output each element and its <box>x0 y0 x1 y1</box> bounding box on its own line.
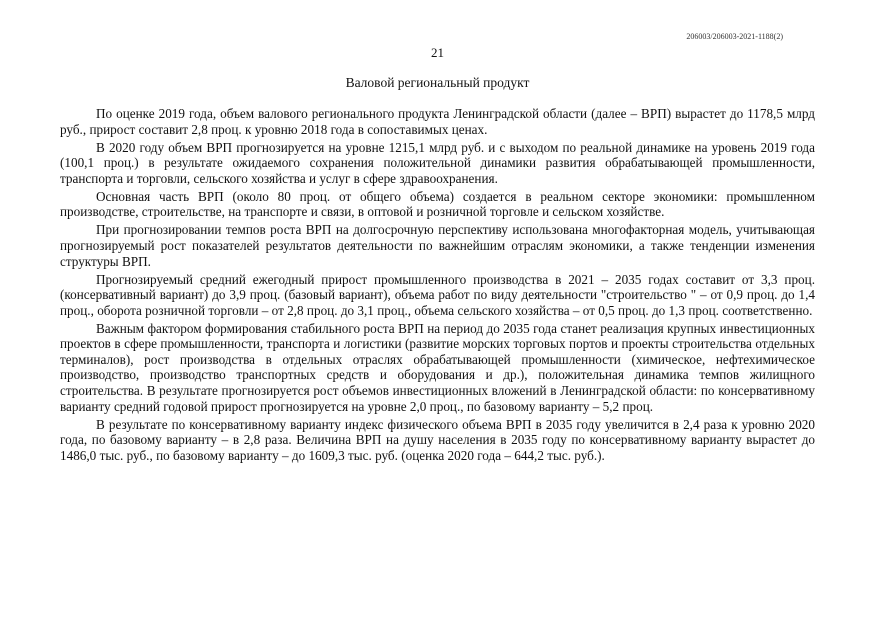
paragraph: Важным фактором формирования стабильного роста ВРП на период до 2035 года станет реализация крупных инвестиционных проектов в сфере промышленности, транспорта и логистики (развитие морских торговых портов и проекты строительства отдельных терминалов), рост производства в отдельных отраслях обрабатывающей промышленности (химическое, нефтехимическое производство, производство транспортных средств и оборудования и др.), положительная динамика темпов жилищного строительства. В результате прогнозируется рост объемов инвестиционных вложений в Ленинградской области: по консервативному варианту средний годовой прирост прогнозируется на уровне 2,0 проц., по базовому варианту – 5,2 проц. <box>60 320 815 414</box>
paragraph: В результате по консервативному варианту индекс физического объема ВРП в 2035 году увеличится в 2,4 раза к уровню 2020 года, по базовому варианту – в 2,8 раза. Величина ВРП на душу населения в 2035 году по консервативному варианту вырастет до 1486,0 тыс. руб., по базовому варианту – до 1609,3 тыс. руб. (оценка 2020 года – 644,2 тыс. руб.). <box>60 416 815 463</box>
paragraph: По оценке 2019 года, объем валового регионального продукта Ленинградской области (далее – ВРП) вырастет до 1178,5 млрд руб., прирост составит 2,8 проц. к уровню 2018 года в сопоставимых ценах. <box>60 106 815 137</box>
paragraph: В 2020 году объем ВРП прогнозируется на уровне 1215,1 млрд руб. и с выходом по реальной динамике на уровень 2019 года (100,1 проц.) в результате ожидаемого сохранения положительной динамики развития обрабатывающей промышленности, транспорта и торговли, сельского хозяйства и услуг в сфере здравоохранения. <box>60 139 815 186</box>
document-code: 206003/206003-2021-1188(2) <box>686 32 783 41</box>
section-title: Валовой региональный продукт <box>345 75 530 90</box>
document-body <box>60 106 815 466</box>
paragraph: При прогнозировании темпов роста ВРП на долгосрочную перспективу использована многофакторная модель, учитывающая прогнозируемый рост показателей результатов деятельности по важнейшим отраслям экономики, а также тенденции изменения структуры ВРП. <box>60 222 815 269</box>
paragraph: Прогнозируемый средний ежегодный прирост промышленного производства в 2021 – 2035 годах составит от 3,3 проц. (консервативный вариант) до 3,9 проц. (базовый вариант), объема работ по виду деятельности "строительство " – от 0,9 проц. до 1,4 проц., оборота розничной торговли – от 2,8 проц. до 3,1 проц., объема сельского хозяйства – от 0,5 проц. до 1,3 проц. соответственно. <box>60 271 815 318</box>
page-number: 21 <box>431 45 444 60</box>
paragraph: Основная часть ВРП (около 80 проц. от общего объема) создается в реальном секторе экономики: промышленном производстве, строительстве, на транспорте и связи, в оптовой и розничной торговле и сельском хозяйстве. <box>60 188 815 220</box>
